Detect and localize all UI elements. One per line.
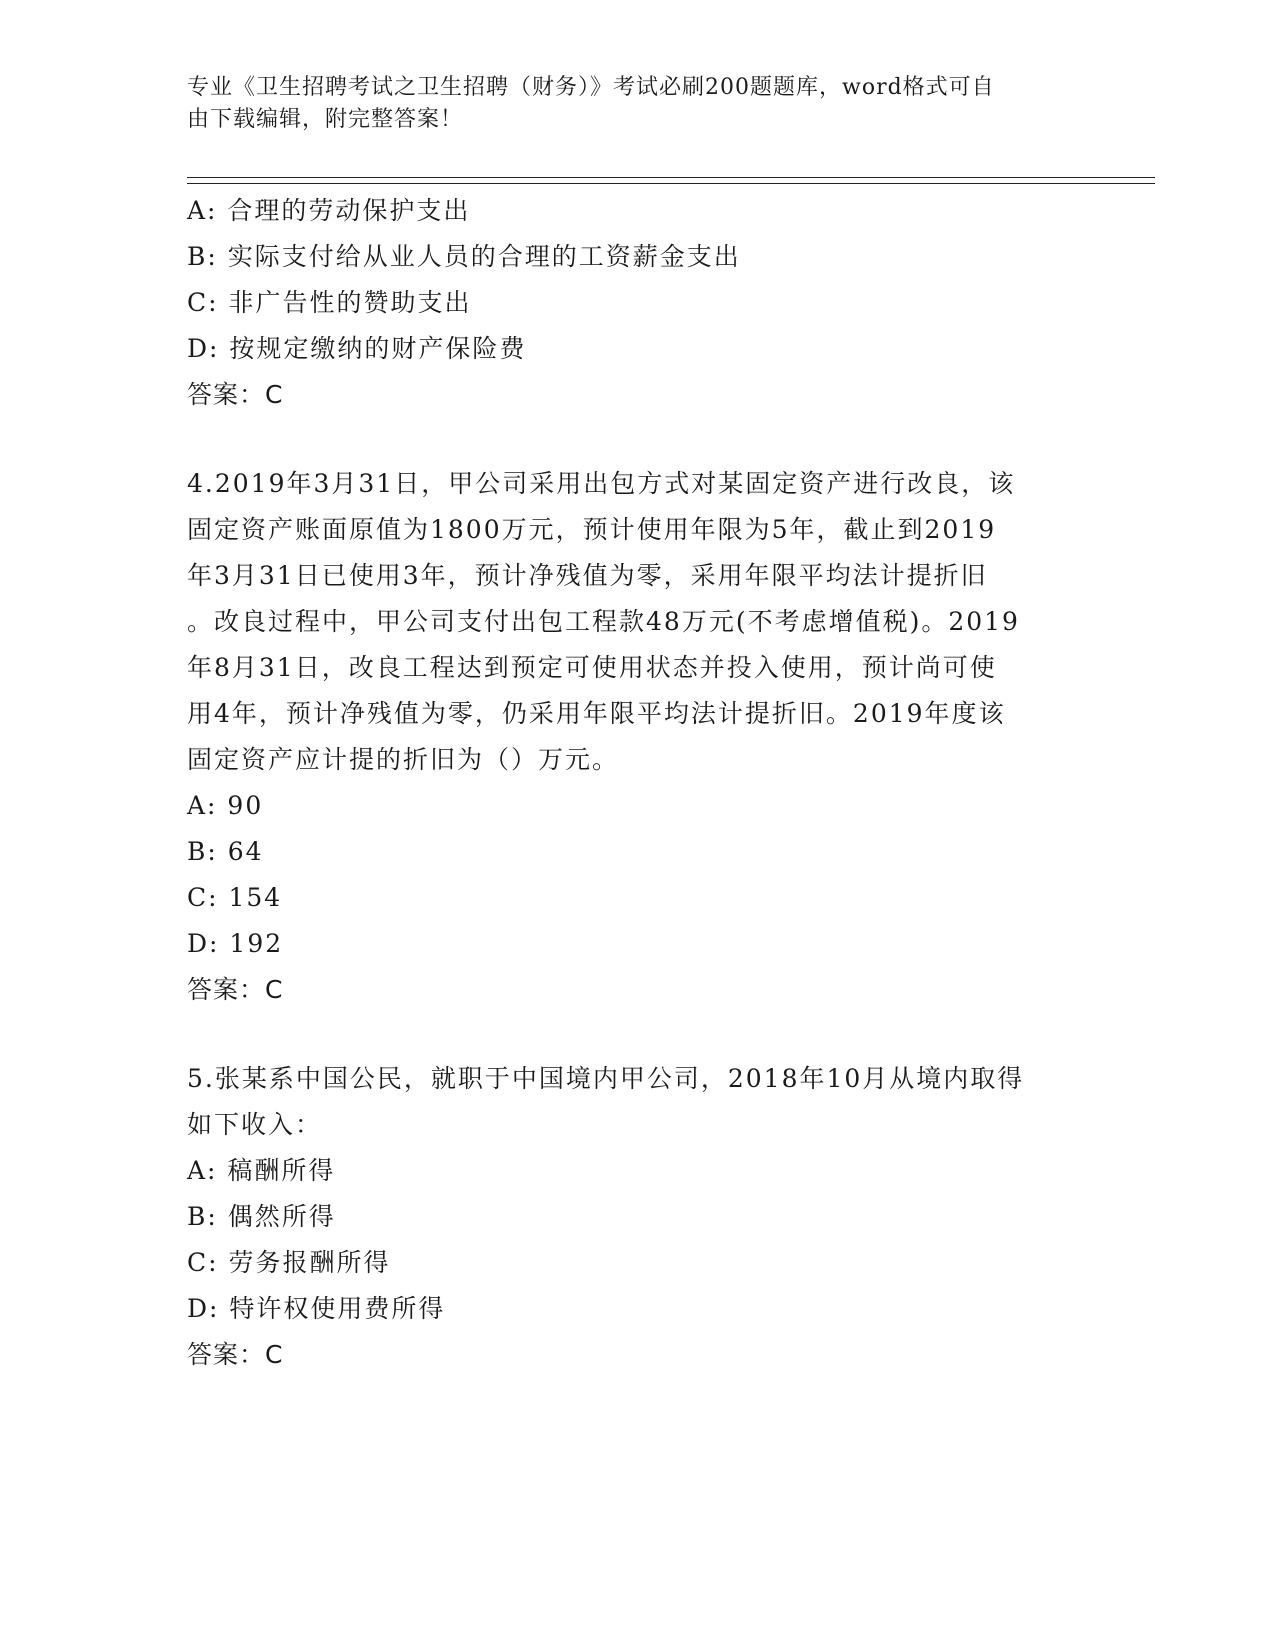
answer-line: 答案：C [187,975,284,1004]
question-4-block [187,461,1087,1013]
header-divider-top [187,177,1155,178]
header-divider-bottom [187,183,1155,184]
option-b: B: 偶然所得 [187,1202,336,1231]
document-header [187,72,1067,136]
option-d: D: 特许权使用费所得 [187,1294,446,1323]
option-b: B: 64 [187,837,264,866]
answer-line: 答案：C [187,1340,284,1369]
option-c: C: 154 [187,883,283,912]
question-line: 年3月31日已使用3年，预计净残值为零，采用年限平均法计提折旧 [187,561,988,590]
question-line: 5.张某系中国公民，就职于中国境内甲公司，2018年10月从境内取得 [187,1064,1025,1093]
question-line: 4.2019年3月31日，甲公司采用出包方式对某固定资产进行改良，该 [187,469,1016,498]
question-3-block [187,188,1087,418]
question-4-text [187,461,1077,783]
question-line: 年8月31日，改良工程达到预定可使用状态并投入使用，预计尚可使 [187,653,997,682]
question-line: 。改良过程中，甲公司支付出包工程款48万元(不考虑增值税)。2019 [187,607,1020,636]
option-d: D: 192 [187,929,284,958]
option-a: A: 稿酬所得 [187,1156,336,1185]
spacer [187,418,1087,461]
question-line: 如下收入： [187,1110,323,1139]
question-line: 固定资产账面原值为1800万元，预计使用年限为5年，截止到2019 [187,515,997,544]
option-c: C: 非广告性的赞助支出 [187,288,472,317]
option-a: A: 合理的劳动保护支出 [187,196,471,225]
spacer [187,1013,1087,1056]
header-line-1: 专业《卫生招聘考试之卫生招聘（财务）》考试必刷200题题库，word格式可自 [187,75,995,100]
option-a: A: 90 [187,791,264,820]
question-line: 用4年，预计净残值为零，仍采用年限平均法计提折旧。2019年度该 [187,699,1006,728]
question-5-block [187,1056,1087,1378]
question-content [187,188,1087,1378]
answer-line: 答案：C [187,380,284,409]
option-d: D: 按规定缴纳的财产保险费 [187,334,527,363]
question-5-text [187,1056,1077,1148]
question-line: 固定资产应计提的折旧为（）万元。 [187,745,620,774]
option-b: B: 实际支付给从业人员的合理的工资薪金支出 [187,242,741,271]
option-c: C: 劳务报酬所得 [187,1248,391,1277]
header-line-2: 由下载编辑，附完整答案！ [187,107,464,132]
